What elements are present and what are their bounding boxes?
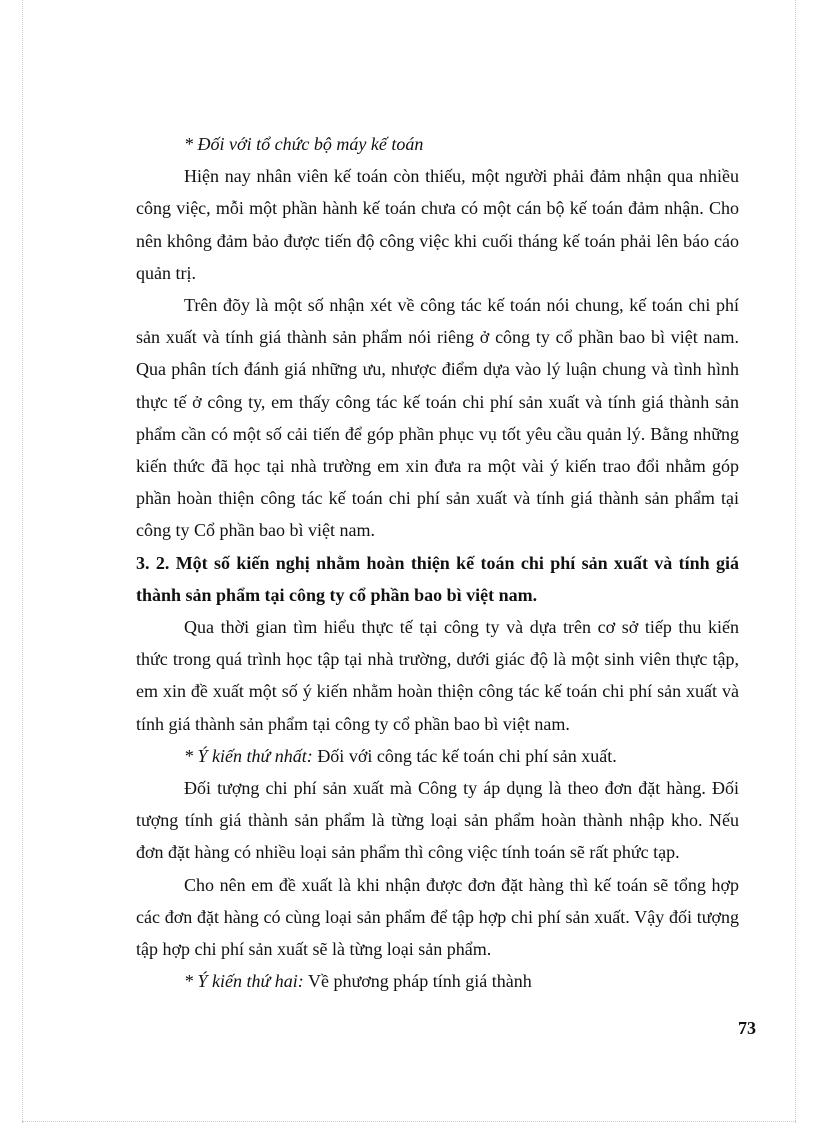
paragraph-staff-shortage: Hiện nay nhân viên kế toán còn thiếu, một người phải đảm nhận qua nhiều công việc, mỗi một phần hành kế toán chưa có một cán bộ kế toán đảm nhận. Cho nên không đảm bảo được tiến độ công việc khi cuối tháng kế toán phải lên báo cáo quản trị.	[136, 166, 739, 283]
section-heading-3-2: 3. 2. Một số kiến nghị nhằm hoàn thiện kế toán chi phí sản xuất và tính giá thành sản phẩm tại công ty cổ phần bao bì việt nam.	[136, 552, 739, 605]
paragraph-summary-remarks: Trên đõy là một số nhận xét về công tác kế toán nói chung, kế toán chi phí sản xuất và tính giá thành sản phẩm nói riêng ở công ty cổ phần bao bì việt nam. Qua phân tích đánh giá những ưu, nhược điểm dựa vào lý luận chung và tình hình thực tế ở công ty, em thấy công tác kế toán chi phí sản xuất và tính giá thành sản phẩm cần có một số cải tiến để góp phần phục vụ tốt yêu cầu quản lý. Bằng những kiến thức đã học tại nhà trường em xin đưa ra một vài ý kiến trao đổi nhằm góp phần hoàn thiện công tác kế toán chi phí sản xuất và tính giá thành sản phẩm tại công ty Cổ phần bao bì việt nam.	[136, 295, 739, 541]
page-border-right	[795, 0, 796, 1123]
paragraph-proposal-intro: Qua thời gian tìm hiểu thực tế tại công ty và dựa trên cơ sở tiếp thu kiến thức trong quá trình học tập tại nhà trường, dưới giác độ là một sinh viên thực tập, em xin đề xuất một số ý kiến nhằm hoàn thiện công tác kế toán chi phí sản xuất và tính giá thành sản phẩm tại công ty cổ phần bao bì việt nam.	[136, 617, 739, 734]
paragraph-opinion-one	[136, 740, 739, 772]
paragraph-cost-object: Đối tượng chi phí sản xuất mà Công ty áp dụng là theo đơn đặt hàng. Đối tượng tính giá thành sản phẩm là từng loại sản phẩm hoàn thành nhập kho. Nếu đơn đặt hàng có nhiều loại sản phẩm thì công việc tính toán sẽ rất phức tạp.	[136, 778, 739, 863]
opinion-one-label: * Ý kiến thứ nhất:	[184, 745, 313, 766]
paragraph-opinion-two	[136, 965, 739, 997]
page-border-bottom	[22, 1121, 796, 1122]
subheading-label: * Đối với tổ chức bộ máy kế toán	[184, 134, 424, 154]
page-border-left	[22, 0, 23, 1123]
section-subheading-accounting-organization	[136, 128, 739, 160]
opinion-two-label: * Ý kiến thứ hai:	[184, 971, 304, 992]
page-number: 73	[738, 1018, 756, 1038]
paragraph-proposal-aggregate: Cho nên em đề xuất là khi nhận được đơn đặt hàng thì kế toán sẽ tổng hợp các đơn đặt hàng có cùng loại sản phẩm để tập hợp chi phí sản xuất. Vậy đối tượng tập hợp chi phí sản xuất sẽ là từng loại sản phẩm.	[136, 874, 739, 960]
document-body	[136, 128, 739, 997]
opinion-two-text: Về phương pháp tính giá thành	[303, 971, 532, 992]
opinion-one-text: Đối với công tác kế toán chi phí sản xuất.	[312, 745, 617, 766]
